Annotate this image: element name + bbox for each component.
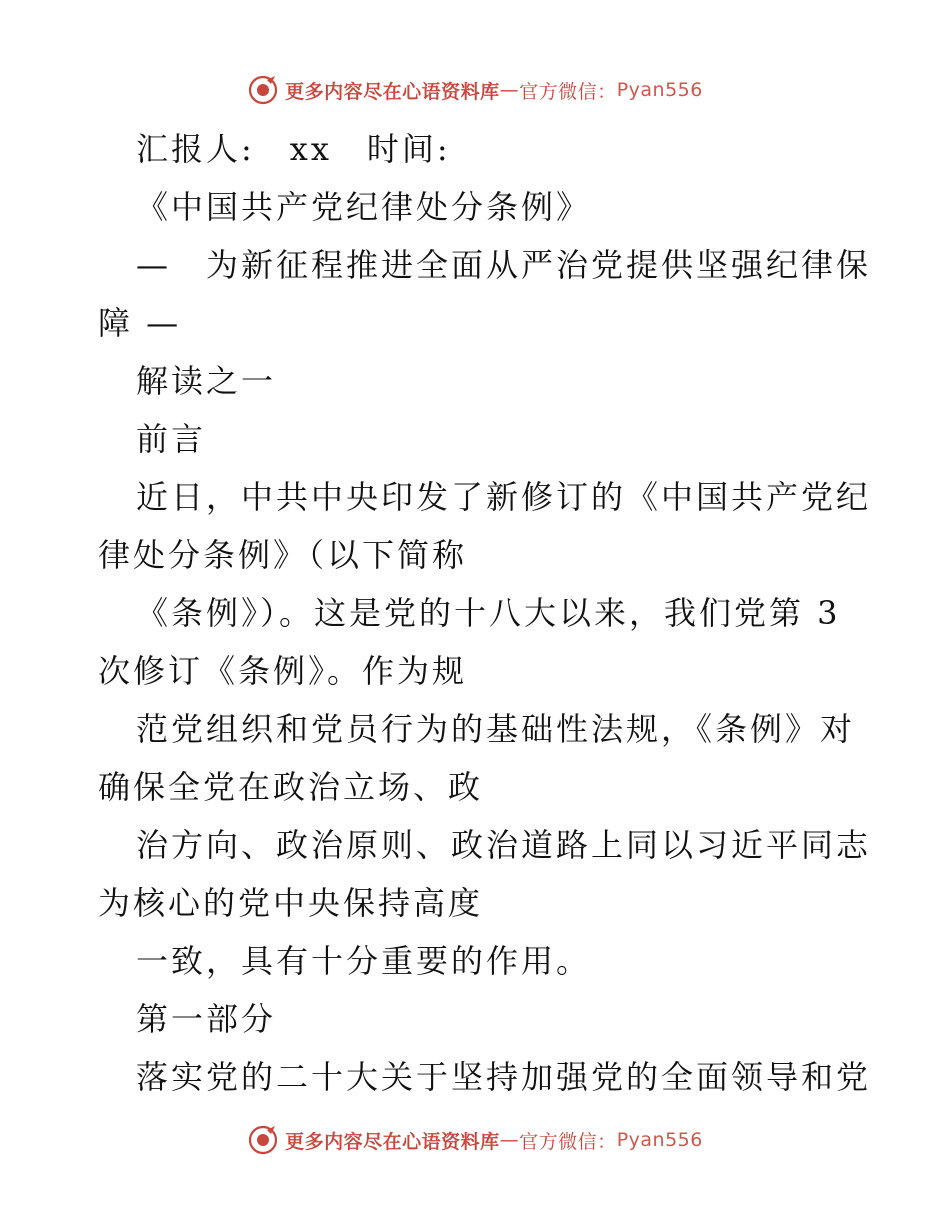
paragraph-line: 一致，具有十分重要的作用。 [136, 942, 592, 980]
paragraph-line: 近日，中共中央印发了新修订的《中国共产党纪 [136, 478, 872, 516]
pen-logo-icon [247, 1124, 279, 1156]
banner-wechat: 官方微信： [519, 80, 617, 103]
banner-text: 更多内容尽在心语资料库 [285, 80, 500, 103]
paragraph-line: 《条例》）。这是党的十八大以来，我们党第 3 [136, 594, 841, 632]
preface-heading: 前言 [136, 420, 207, 458]
pen-logo-icon [247, 74, 279, 106]
paragraph-line: 次修订《条例》。作为规 [98, 652, 468, 690]
header-watermark [0, 70, 950, 110]
section-heading: 解读之一 [136, 362, 277, 400]
part-heading: 第一部分 [136, 1000, 277, 1038]
reporter-line: 汇报人: xx 时间: [136, 130, 451, 168]
paragraph-line: 范党组织和党员行为的基础性法规，《条例》对 [136, 710, 856, 748]
banner-wechat-id: Pyan556 [616, 1129, 703, 1151]
banner-wechat: 官方微信： [519, 1130, 617, 1153]
paragraph-line: 治方向、政治原则、政治道路上同以习近平同志 [136, 826, 872, 864]
paragraph-line: 确保全党在政治立场、政 [98, 768, 484, 806]
document-title: 《中国共产党纪律处分条例》 [136, 188, 592, 226]
subtitle-continuation: 障 — [98, 304, 182, 342]
paragraph-line: 为核心的党中央保持高度 [98, 884, 484, 922]
banner-wechat-id: Pyan556 [616, 79, 703, 101]
banner-dash: — [499, 79, 520, 101]
banner-dash: — [499, 1129, 520, 1151]
footer-watermark [0, 1120, 950, 1160]
document-body [98, 120, 872, 1106]
banner-text: 更多内容尽在心语资料库 [285, 1130, 500, 1153]
document-subtitle: — 为新征程推进全面从严治党提供坚强纪律保 [136, 246, 872, 284]
paragraph-line: 律处分条例》（以下简称 [98, 536, 468, 574]
paragraph-line: 落实党的二十大关于坚持加强党的全面领导和党 [136, 1058, 872, 1096]
